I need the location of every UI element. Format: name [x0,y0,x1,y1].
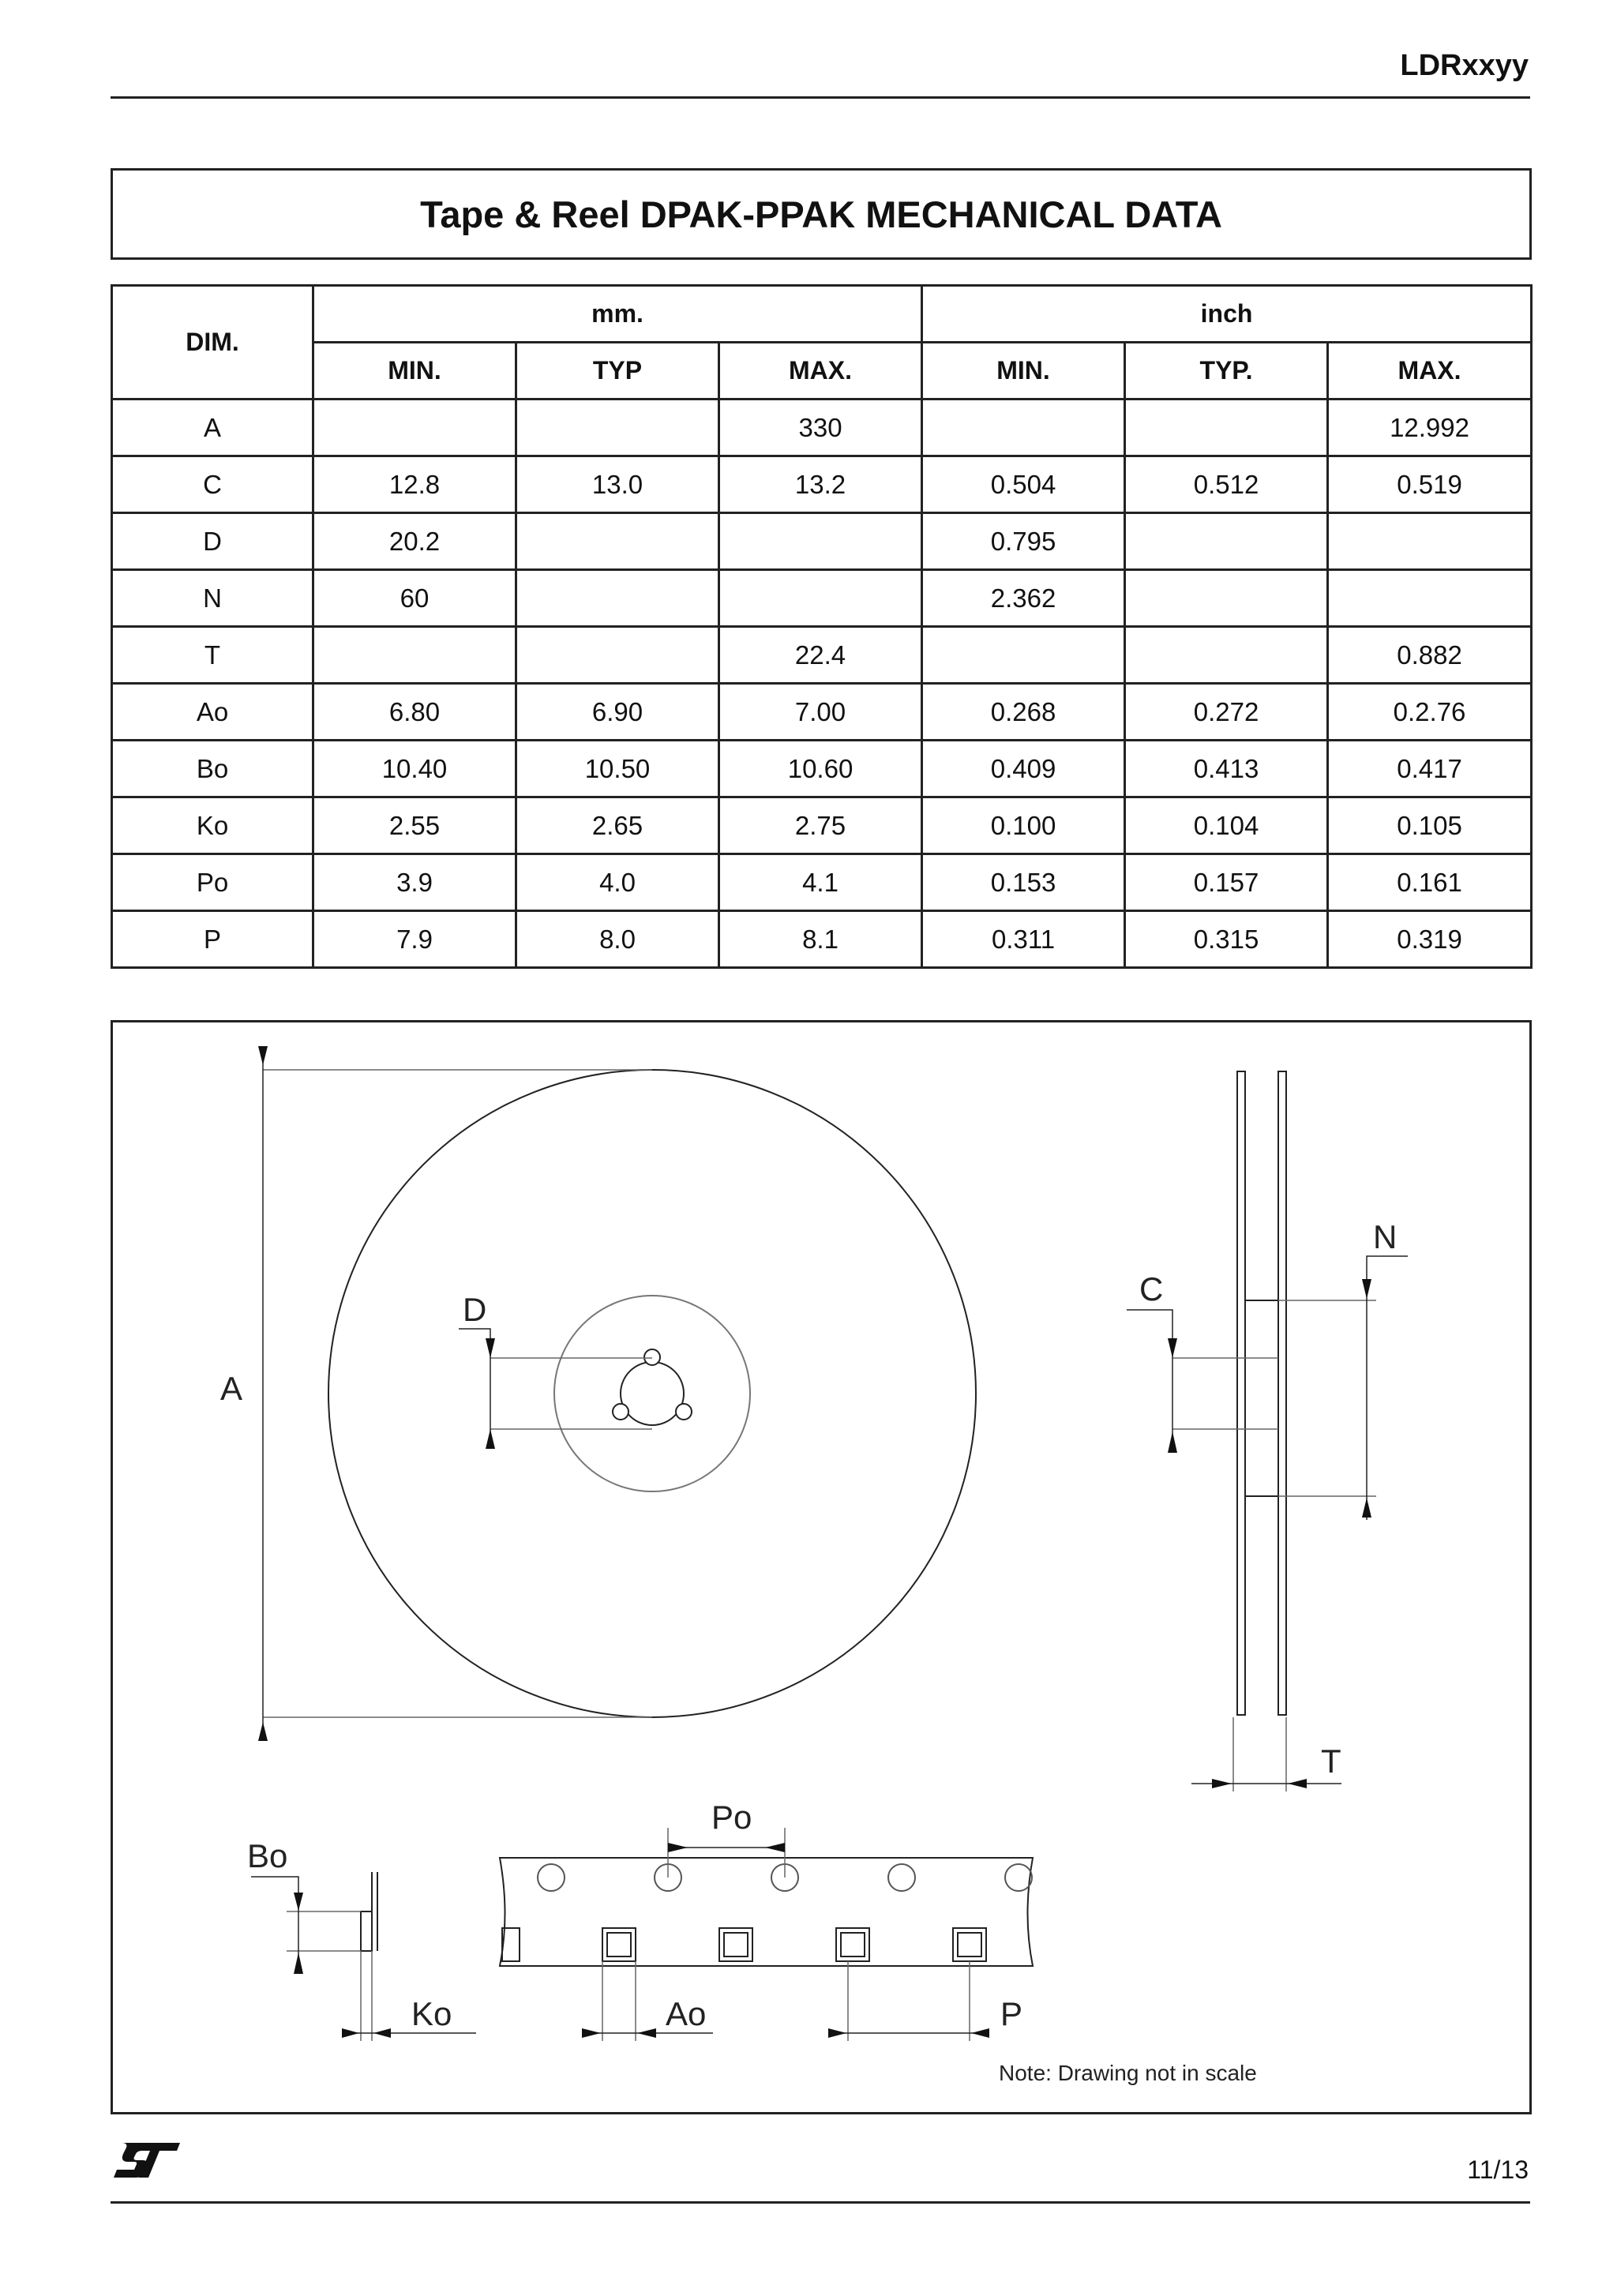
value-cell [516,400,719,456]
value-cell [313,400,516,456]
value-cell: 0.2.76 [1328,684,1532,741]
label-p: P [1000,1995,1023,2032]
dim-cell: P [112,911,313,968]
value-cell [1125,513,1328,570]
header-inch-max: MAX. [1328,343,1532,400]
value-cell: 0.315 [1125,911,1328,968]
value-cell: 22.4 [719,627,922,684]
reel-hub-circle [554,1296,750,1491]
dim-cell: A [112,400,313,456]
value-cell: 0.319 [1328,911,1532,968]
dim-cell: D [112,513,313,570]
label-po: Po [711,1799,752,1836]
value-cell: 0.104 [1125,797,1328,854]
value-cell [719,570,922,627]
value-cell: 4.1 [719,854,922,911]
dim-cell: Ko [112,797,313,854]
value-cell [922,627,1125,684]
dimension-ko [342,1951,476,2041]
dimension-n [1278,1256,1408,1520]
dim-cell: N [112,570,313,627]
value-cell: 13.2 [719,456,922,513]
page-number: 11/13 [1467,2155,1529,2184]
value-cell [1125,627,1328,684]
value-cell: 0.272 [1125,684,1328,741]
header-mm-max: MAX. [719,343,922,400]
value-cell [516,627,719,684]
pocket-side-view [361,1872,377,1951]
reel-drawing [113,1022,1529,2112]
value-cell: 0.504 [922,456,1125,513]
label-ko: Ko [411,1995,452,2032]
dimension-d [459,1329,652,1449]
reel-drawing-box [111,1020,1532,2114]
header-inch-typ: TYP. [1125,343,1328,400]
label-n: N [1373,1218,1398,1255]
dimension-a [258,1046,652,1741]
value-cell: 12.8 [313,456,516,513]
value-cell: 0.409 [922,741,1125,797]
value-cell: 8.1 [719,911,922,968]
table-row [112,741,1532,797]
label-ao: Ao [666,1995,707,2032]
value-cell: 0.105 [1328,797,1532,854]
value-cell: 330 [719,400,922,456]
label-bo: Bo [247,1837,288,1874]
table-subheader-row [112,343,1532,400]
value-cell: 0.161 [1328,854,1532,911]
dim-cell: Ao [112,684,313,741]
value-cell: 10.50 [516,741,719,797]
value-cell: 0.100 [922,797,1125,854]
dim-cell: T [112,627,313,684]
value-cell: 7.00 [719,684,922,741]
table-row [112,400,1532,456]
table-row [112,684,1532,741]
value-cell: 6.90 [516,684,719,741]
value-cell: 8.0 [516,911,719,968]
value-cell [922,400,1125,456]
value-cell: 7.9 [313,911,516,968]
label-c: C [1139,1270,1164,1307]
value-cell: 2.75 [719,797,922,854]
value-cell: 2.55 [313,797,516,854]
mechanical-data-table [111,284,1533,969]
table-row [112,570,1532,627]
header-group-inch: inch [922,286,1532,343]
dimension-t [1191,1717,1341,1791]
value-cell: 2.65 [516,797,719,854]
section-title-box [111,168,1532,260]
value-cell: 0.519 [1328,456,1532,513]
table-row [112,627,1532,684]
header-mm-min: MIN. [313,343,516,400]
header-mm-typ: TYP [516,343,719,400]
value-cell: 3.9 [313,854,516,911]
value-cell [516,513,719,570]
value-cell: 0.157 [1125,854,1328,911]
label-a: A [220,1370,243,1407]
header-inch-min: MIN. [922,343,1125,400]
document-header-title: LDRxxyy [1400,49,1529,82]
value-cell: 60 [313,570,516,627]
value-cell: 0.417 [1328,741,1532,797]
value-cell: 0.311 [922,911,1125,968]
header-group-mm: mm. [313,286,922,343]
table-row [112,854,1532,911]
table-body [112,400,1532,968]
dimension-c [1127,1310,1278,1453]
value-cell [719,513,922,570]
header-rule [111,96,1530,99]
value-cell: 20.2 [313,513,516,570]
reel-arbor-hole [613,1349,692,1425]
st-logo [111,2140,183,2185]
carrier-tape [500,1858,1033,1966]
reel-outer-circle [328,1070,976,1717]
reel-side-view [1237,1071,1286,1715]
value-cell: 0.268 [922,684,1125,741]
value-cell [516,570,719,627]
value-cell: 2.362 [922,570,1125,627]
value-cell: 10.60 [719,741,922,797]
table-row [112,456,1532,513]
value-cell: 4.0 [516,854,719,911]
table-row [112,797,1532,854]
table-header-row [112,286,1532,343]
value-cell: 6.80 [313,684,516,741]
value-cell: 0.153 [922,854,1125,911]
header-dim: DIM. [112,286,313,400]
drawing-note: Note: Drawing not in scale [999,2061,1257,2085]
value-cell [1328,570,1532,627]
value-cell: 0.795 [922,513,1125,570]
label-d: D [463,1291,487,1328]
st-logo-icon [111,2140,183,2181]
value-cell: 12.992 [1328,400,1532,456]
value-cell [1328,513,1532,570]
table-row [112,513,1532,570]
section-title: Tape & Reel DPAK-PPAK MECHANICAL DATA [420,193,1222,235]
value-cell [1125,570,1328,627]
value-cell: 13.0 [516,456,719,513]
table-row [112,911,1532,968]
dimension-bo [251,1877,361,1974]
value-cell [313,627,516,684]
value-cell [1125,400,1328,456]
dimension-p [828,1961,989,2041]
value-cell: 10.40 [313,741,516,797]
footer-rule [111,2201,1530,2204]
value-cell: 0.512 [1125,456,1328,513]
value-cell: 0.882 [1328,627,1532,684]
dim-cell: C [112,456,313,513]
label-t: T [1321,1743,1341,1780]
value-cell: 0.413 [1125,741,1328,797]
dim-cell: Bo [112,741,313,797]
dim-cell: Po [112,854,313,911]
